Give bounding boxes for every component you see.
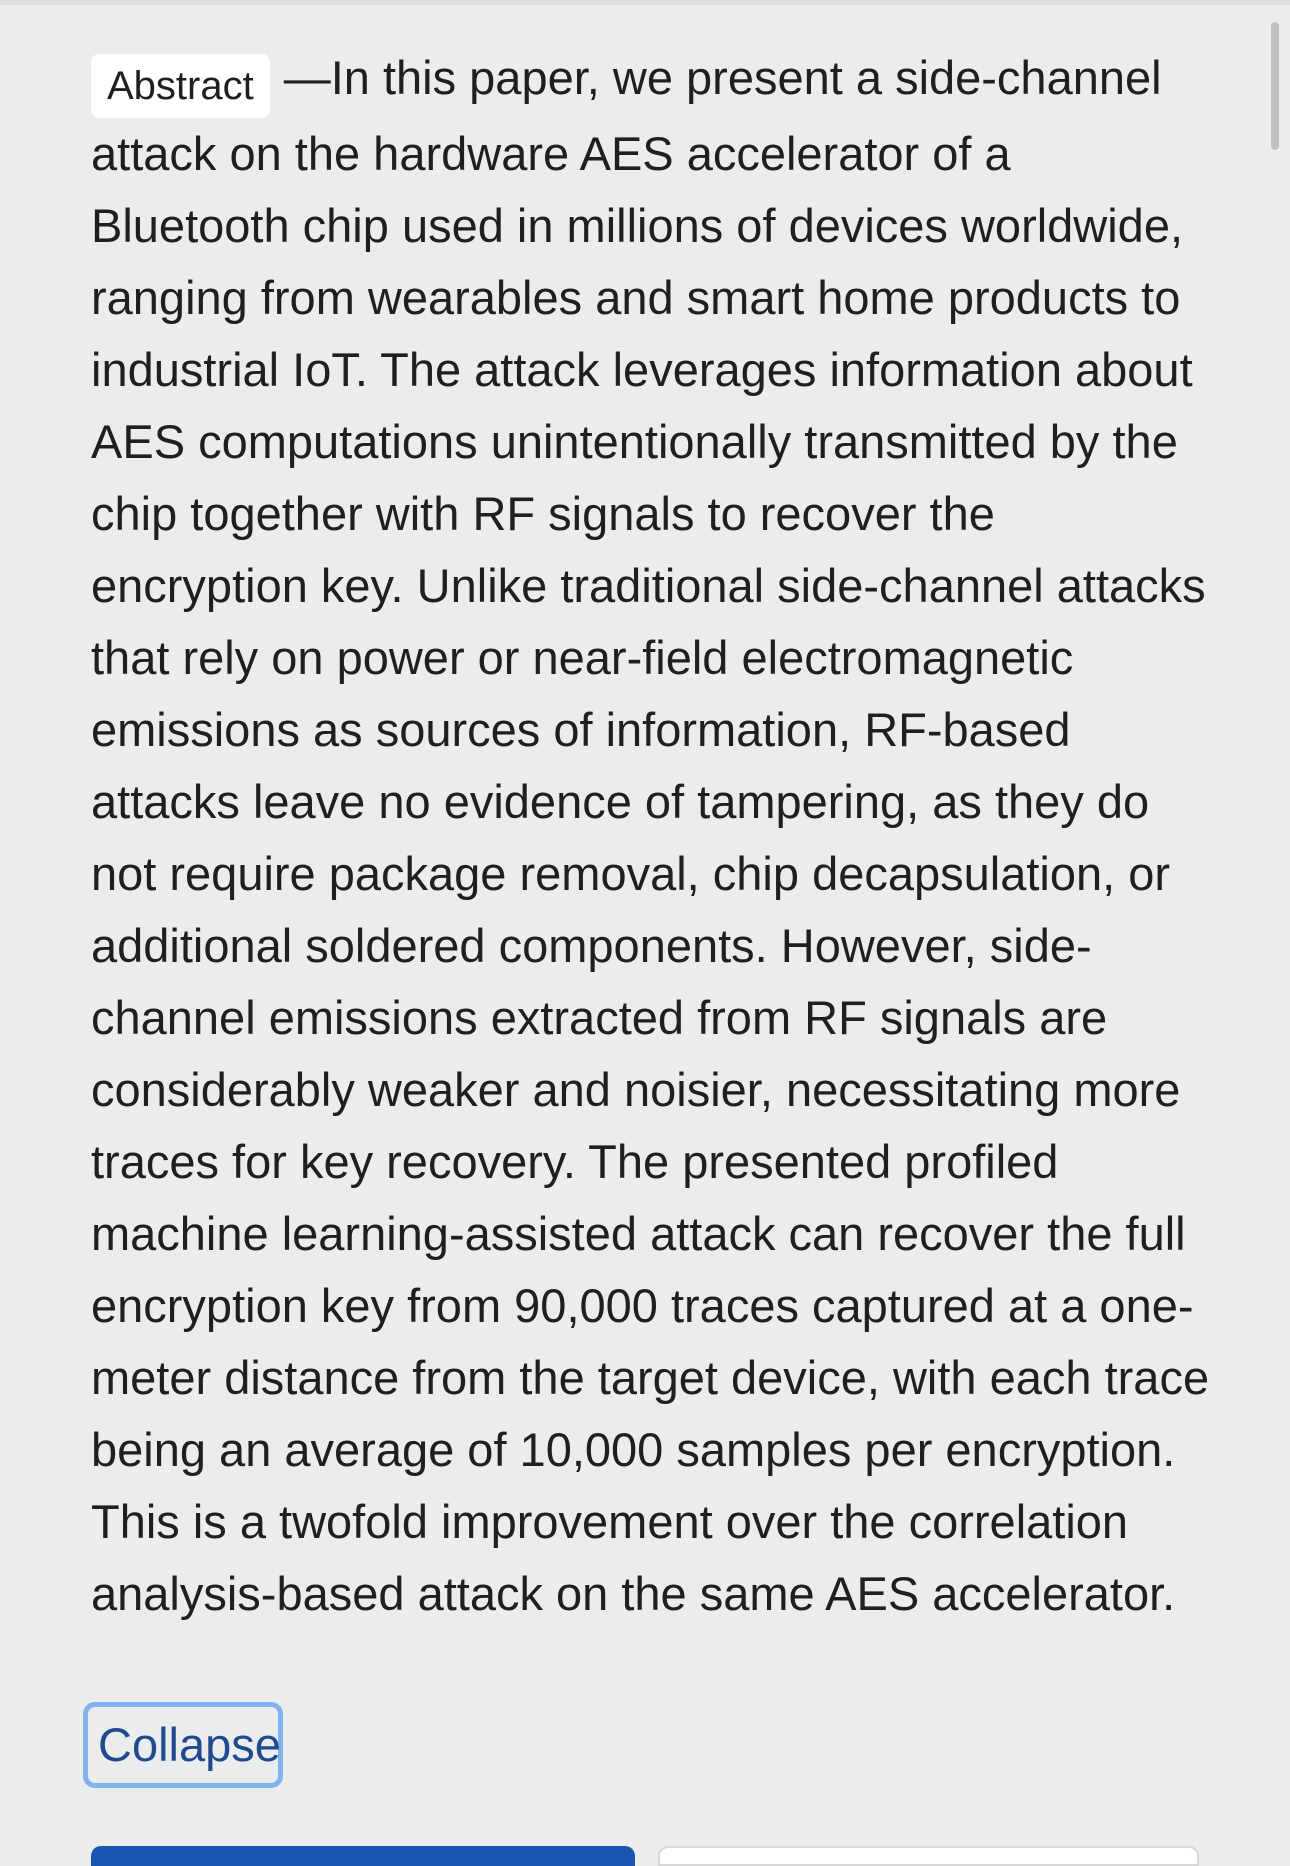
collapse-link[interactable]: Collapse (83, 1702, 283, 1788)
abstract-section (91, 42, 1221, 1630)
primary-action-button[interactable] (91, 1846, 635, 1866)
top-border (0, 0, 1290, 5)
abstract-label: Abstract (91, 54, 270, 118)
abstract-text: —In this paper, we present a side-channel attack on the hardware AES accelerator of a Bluetooth chip used in millions of devices worldwide, ranging from wearables and smart home products to industrial IoT. The attack leverages information about AES computations unintentionally transmitted by the chip together with RF signals to recover the encryption key. Unlike traditional side-channel attacks that rely on power or near-field electromagnetic emissions as sources of information, RF-based attacks leave no evidence of tampering, as they do not require package removal, chip decapsulation, or additional soldered components. However, side-channel emissions extracted from RF signals are considerably weaker and noisier, necessitating more traces for key recovery. The presented profiled machine learning-assisted attack can recover the full encryption key from 90,000 traces captured at a one-meter distance from the target device, with each trace being an average of 10,000 samples per encryption. This is a twofold improvement over the correlation analysis-based attack on the same AES accelerator. (91, 51, 1210, 1620)
secondary-action-button[interactable] (658, 1846, 1199, 1866)
scrollbar-thumb[interactable] (1271, 22, 1279, 150)
